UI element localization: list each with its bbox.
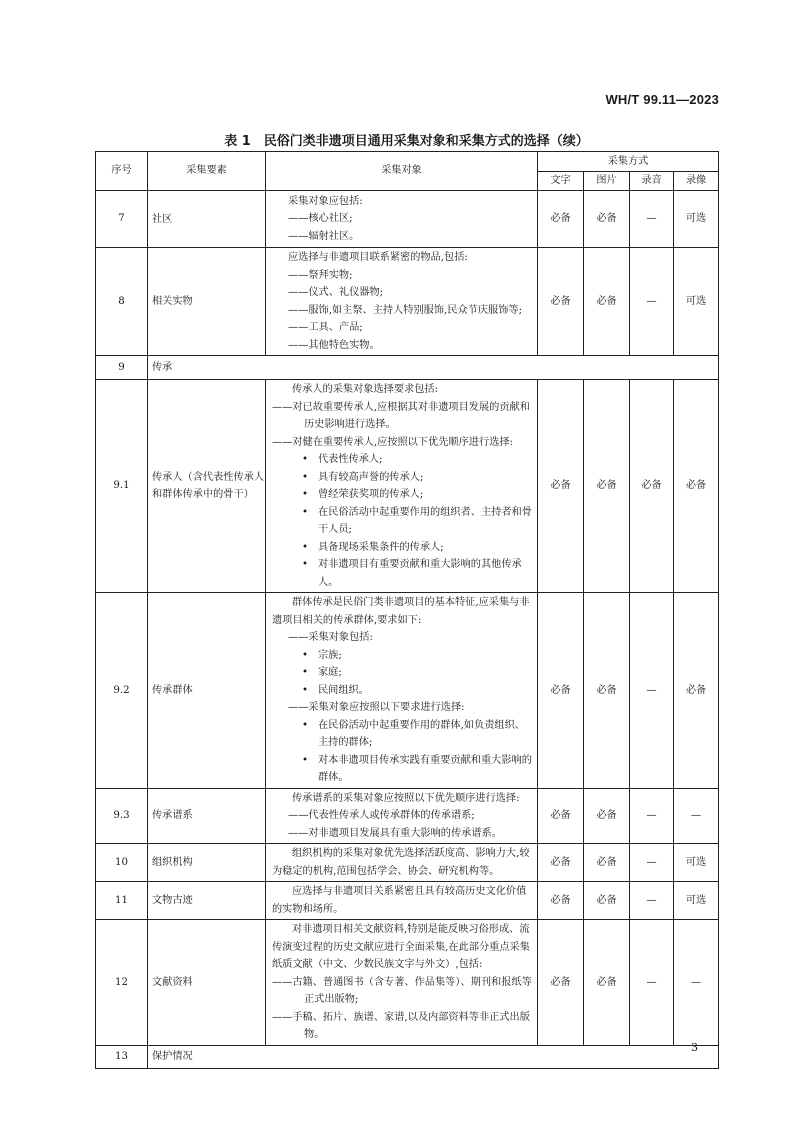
method-text: 必备 [538,882,584,920]
object-dash: ——手稿、拓片、族谱、家谱,以及内部资料等非正式出版物。 [272,1011,530,1040]
object-dash: ——采集对象应按照以下要求进行选择: [288,702,465,713]
object-line: ——仪式、礼仪器物; [288,287,384,298]
table-row [96,788,719,844]
object-text: 应选择与非遗项目关系紧密且具有较高历史文化价值的实物和场所。 [272,886,527,915]
method-audio: — [630,882,674,920]
object-bullet: • 民间组织。 [272,682,533,700]
row-object [266,593,538,789]
object-dash: ——对健在重要传承人,应按照以下优先顺序进行选择: [272,436,513,448]
header-method: 采集方式 [538,152,719,172]
object-bullet: • 对本非遗项目传承实践有重要贡献和重大影响的群体。 [272,752,533,787]
object-intro: 传承谱系的采集对象应按照以下优先顺序进行选择: [292,792,520,804]
method-video: 必备 [674,380,719,593]
header-method-image: 图片 [584,172,630,191]
row-object [266,380,538,593]
row-element: 传承谱系 [148,788,266,844]
bullet-icon: • [302,684,309,696]
method-image: 必备 [584,191,630,248]
object-bullet: • 代表性传承人; [272,451,533,469]
row-no: 7 [96,191,148,248]
row-element: 文献资料 [148,920,266,1046]
bullet-icon: • [302,506,309,518]
object-bullet: • 在民俗活动中起重要作用的群体,如负责组织、主持的群体; [272,717,533,752]
row-object [266,920,538,1046]
row-element: 传承人（含代表性传承人和群体传承中的骨干） [148,380,266,593]
object-dash: ——采集对象包括: [288,632,373,643]
table-row [96,1045,719,1068]
object-intro: 群体传承是民俗门类非遗项目的基本特征,应采集与非遗项目相关的传承群体,要求如下: [272,597,530,626]
object-line: 应选择与非遗项目联系紧密的物品,包括: [288,252,468,263]
method-audio: — [630,788,674,844]
object-dash: ——古籍、普通图书（含专著、作品集等）、期刊和报纸等正式出版物; [272,976,532,1005]
header-method-audio: 录音 [630,172,674,191]
object-intro: 传承人的采集对象选择要求包括: [292,384,439,395]
method-video: 可选 [674,191,719,248]
table-title: 表 1 民俗门类非遗项目通用采集对象和采集方式的选择（续） [224,134,589,149]
header-no: 序号 [96,152,148,191]
object-bullet: • 家庭; [272,664,533,682]
method-audio: — [630,191,674,248]
table-row [96,248,719,356]
method-text: 必备 [538,191,584,248]
object-dash: ——对非遗项目发展具有重大影响的传承谱系。 [288,827,502,839]
method-text: 必备 [538,248,584,356]
method-video: 可选 [674,882,719,920]
row-no: 8 [96,248,148,356]
row-object [266,844,538,882]
object-dash: ——对已故重要传承人,应根据其对非遗项目发展的贡献和历史影响进行选择。 [272,401,530,430]
bullet-icon: • [302,667,309,678]
method-image: 必备 [584,380,630,593]
table-row [96,380,719,593]
method-image: 必备 [584,593,630,789]
row-no: 9.1 [96,380,148,593]
method-image: 必备 [584,844,630,882]
object-bullet: • 对非遗项目有重要贡献和重大影响的其他传承人。 [272,556,533,591]
object-line: ——服饰,如主祭、主持人特别服饰,民众节庆服饰等; [288,304,523,316]
table-row [96,882,719,920]
table-row [96,844,719,882]
row-element: 传承群体 [148,593,266,789]
method-image: 必备 [584,788,630,844]
method-audio: — [630,920,674,1046]
object-line: 采集对象应包括: [288,195,363,207]
method-text: 必备 [538,788,584,844]
row-element: 文物古迹 [148,882,266,920]
bullet-icon: • [302,454,309,465]
object-bullet: • 曾经荣获奖项的传承人; [272,486,533,504]
object-dash: ——代表性传承人或传承群体的传承谱系; [288,810,475,821]
row-no: 13 [96,1045,148,1068]
table-row [96,920,719,1046]
row-no: 9.2 [96,593,148,789]
row-element: 保护情况 [148,1045,719,1068]
bullet-icon: • [302,754,309,766]
method-video: — [674,788,719,844]
bullet-icon: • [302,649,309,661]
row-no: 10 [96,844,148,882]
page-number: 3 [691,1041,698,1054]
row-no: 12 [96,920,148,1046]
collection-table [95,151,719,1069]
table-row [96,593,719,789]
table-row [96,191,719,248]
method-video: 可选 [674,248,719,356]
row-object [266,191,538,248]
method-video: 必备 [674,593,719,789]
method-audio: — [630,593,674,789]
method-audio: 必备 [630,380,674,593]
method-text: 必备 [538,920,584,1046]
method-image: 必备 [584,882,630,920]
header-object: 采集对象 [266,152,538,191]
row-object [266,882,538,920]
object-text: 对非遗项目相关文献资料,特别是能反映习俗形成、流传演变过程的历史文献应进行全面采集,在此部分重点采集纸质文献（中文、少数民族文字与外文）,包括: [272,924,530,970]
row-element: 传承 [148,356,719,380]
row-element: 组织机构 [148,844,266,882]
header-method-video: 录像 [674,172,719,191]
object-bullet: • 具备现场采集条件的传承人; [272,539,533,557]
header-method-text: 文字 [538,172,584,191]
object-line: ——核心社区; [288,213,353,225]
header-element: 采集要素 [148,152,266,191]
bullet-icon: • [302,489,309,500]
object-bullet: • 具有较高声誉的传承人; [272,469,533,487]
method-audio: — [630,248,674,356]
bullet-icon: • [302,559,309,570]
method-text: 必备 [538,844,584,882]
object-line: ——祭拜实物; [288,269,353,281]
bullet-icon: • [302,541,309,553]
method-image: 必备 [584,248,630,356]
method-text: 必备 [538,593,584,789]
method-audio: — [630,844,674,882]
table-row [96,356,719,380]
object-bullet: • 在民俗活动中起重要作用的组织者、主持者和骨干人员; [272,504,533,539]
bullet-icon: • [302,719,309,731]
method-image: 必备 [584,920,630,1046]
object-bullet: • 宗族; [272,647,533,665]
row-object [266,788,538,844]
object-line: ——工具、产品; [288,322,363,333]
row-no: 9.3 [96,788,148,844]
row-element: 相关实物 [148,248,266,356]
object-line: ——其他特色实物。 [288,339,380,351]
standard-code: WH/T 99.11—2023 [605,92,719,107]
object-line: ——辐射社区。 [288,230,360,242]
bullet-icon: • [302,471,309,483]
method-video: 可选 [674,844,719,882]
row-object [266,248,538,356]
row-element: 社区 [148,191,266,248]
object-text: 组织机构的采集对象优先选择活跃度高、影响力大,较为稳定的机构,范围包括学会、协会、研究机构等。 [272,848,530,877]
method-video: — [674,920,719,1046]
row-no: 11 [96,882,148,920]
method-text: 必备 [538,380,584,593]
row-no: 9 [96,356,148,380]
